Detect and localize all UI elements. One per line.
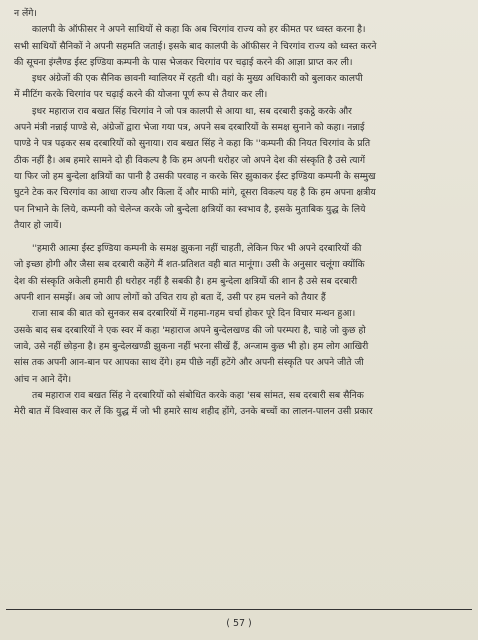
text-line: ठीक नहीं है। अब हमारे सामने दो ही विकल्प है कि हम अपनी धरोहर जो अपने देश की संस्कृति है उसे त्यागें bbox=[14, 154, 366, 166]
text-line: अपने मंत्री नन्नाई पाण्डे से, अंग्रेजों द्वारा भेजा गया पत्र, अपने सब दरबारियों के समक्ष सुनाने को कहा। नन्नाई bbox=[14, 122, 365, 134]
text-line: पाण्डे ने पत्र पढ़कर सब दरबारियों को सुनाया। राव बखत सिंह ने कहा कि ''कम्पनी की नियत चिरगांव के प्रति bbox=[14, 138, 371, 150]
paragraph-gap bbox=[14, 234, 470, 241]
text-line: अपनी शान समझें। अब जो आप लोगों को उचित राय हो बता दें, उसी पर हम चलने को तैयार हैं bbox=[14, 292, 326, 304]
text-line: में मीटिंग करके चिरगांव पर चढ़ाई करने की योजना पूर्ण रूप से तैयार कर ली। bbox=[14, 89, 268, 101]
text-line: तैयार हो जायें। bbox=[14, 219, 62, 231]
text-line: इधर अंग्रेजों की एक सैनिक छावनी ग्वालियर में रहती थी। वहां के मुख्य अधिकारी को बुलाकर कालपी bbox=[32, 73, 363, 85]
text-line: तब महाराज राव बखत सिंह ने दरबारियों को संबोधित करके कहा 'सब सांमत, सब दरबारी सब सैनिक bbox=[32, 389, 364, 401]
text-line: इधर महाराज राव बखत सिंह चिरगांव ने जो पत्र कालपी से आया था, सब दरबारी इकट्ठे करके और bbox=[32, 105, 352, 117]
text-line: या फिर जो हम बुन्देला क्षत्रियों का पानी है उसकी परवाह न करके सिर झुकाकर ईस्ट इण्डिया कम्पनी के सम्मुख bbox=[14, 170, 376, 182]
text-line: जो इच्छा होगी और जैसा सब दरबारी कहेंगे मैं शत-प्रतिशत वही बात मानूंगा। उसी के अनुसार चलूंगा क्योंकि bbox=[14, 259, 365, 271]
text-line: न लेंगे। bbox=[14, 8, 37, 19]
text-line: देश की संस्कृति अकेली हमारी ही धरोहर नहीं है सबकी है। हम बुन्देला क्षत्रियों की शान है उसे सब दरबारी bbox=[14, 275, 358, 287]
text-line: घुटने टेक कर चिरगांव का आधा राज्य और किला दें और माफी मांगे, दूसरा विकल्प यह है कि हम अपना क्षत्रीय bbox=[14, 187, 376, 199]
text-line: कालपी के ऑफीसर ने अपने साथियों से कहा कि अब चिरगांव राज्य को हर कीमत पर ध्वस्त करना है। bbox=[32, 24, 366, 36]
text-line: सभी साथियों सैनिकों ने अपनी सहमति जताई। इसके बाद कालपी के ऑफीसर ने चिरगांव राज्य को ध्वस्त करने bbox=[14, 40, 377, 52]
text-line: राजा साब की बात को सुनकर सब दरबारियों में गहमा-गहम चर्चा होकर पूरे दिन विचार मन्थन हुआ। bbox=[32, 308, 356, 320]
text-line: आंच न आने देंगे। bbox=[14, 373, 72, 385]
text-line: मेरी बात में विश्वास कर लें कि युद्ध में जो भी हमारे साथ शहीद होंगे, उनके बच्चों का लालन-पालन उसी प्रकार bbox=[14, 406, 373, 418]
text-line: की सूचना इंग्लैण्ड ईस्ट इण्डिया कम्पनी के पास भेजकर चिरगांव पर चढ़ाई करने की आज्ञा प्राप्त कर ली। bbox=[14, 56, 353, 68]
text-line: सांस तक अपनी आन-बान पर आपका साथ देंगे। हम पीछे नहीं हटेंगे और अपनी संस्कृति पर अपने जीते जी bbox=[14, 357, 364, 369]
text-line: पन निभाने के लिये, कम्पनी को चेलेन्ज करके जो बुन्देला क्षत्रियों का स्वभाव है, इसके मुताबिक युद्ध के लिये bbox=[14, 203, 366, 215]
text-line: ''हमारी आत्मा ईस्ट इण्डिया कम्पनी के समक्ष झुकना नहीं चाहती, लेकिन फिर भी अपने दरबारियों की bbox=[32, 243, 362, 255]
text-line: जावे, उसे नहीं छोड़ना है। हम बुन्देलखण्डी झुकना नहीं भरना सीखें हैं, अन्जाम कुछ भी हो। हम लोग आखिरी bbox=[14, 340, 369, 352]
page-number: ( 57 ) bbox=[226, 618, 252, 629]
page-text bbox=[14, 6, 470, 420]
footer-rule bbox=[6, 609, 472, 610]
text-line: उसके बाद सब दरबारियों ने एक स्वर में कहा 'महाराज अपने बुन्देलखण्ड की जो परम्परा है, चाहे जो कुछ हो bbox=[14, 324, 366, 336]
